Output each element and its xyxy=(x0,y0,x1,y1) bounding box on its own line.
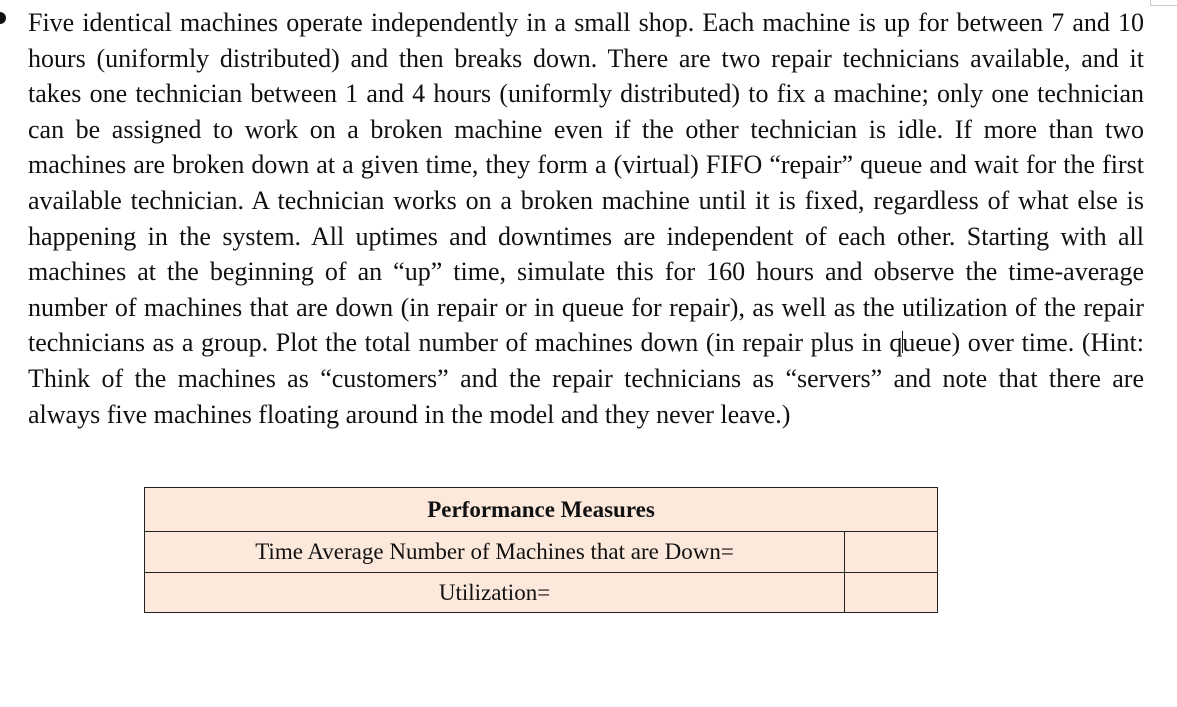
row-label-time-average-down: Time Average Number of Machines that are Down= xyxy=(145,532,845,573)
row-label-utilization: Utilization= xyxy=(145,573,845,613)
table-row xyxy=(145,573,938,613)
margin-corner-mark xyxy=(1150,0,1177,6)
table-row xyxy=(145,532,938,573)
table-header: Performance Measures xyxy=(145,488,938,532)
problem-text-part-1: Five identical machines operate independently in a small shop. Each machine is up for between 7 and 10 hours (uniformly distributed) and then breaks down. There are two repair technicians available, and it takes one technician between 1 and 4 hours (uniformly distributed) to fix a machine; only one technician can be assigned to work on a broken machine even if the other technician is idle. If more than two machines are broken down at a given time, they form a (virtual) FIFO “repair” queue and wait for the first available technician. A technician works on a broken machine until it is fixed, regardless of what else is happening in the system. All uptimes and downtimes are independent of each other. Starting with all machines at the beginning of an “up” time, simulate this for 160 hours and observe the time-average number of machines that are down (in repair or in queue for repair), as well as the utilization of the repair technicians as a group. Plot the total number of machines down (in repair plus in q xyxy=(28,8,1144,358)
problem-text-part-2: ueue) over time. (Hint: Think of the machines as “customers” and the repair technicians as “servers” and note that there are always five machines floating around in the model and they never leave.) xyxy=(28,328,1144,429)
problem-statement xyxy=(28,5,1144,432)
row-value-time-average-down[interactable] xyxy=(845,532,938,573)
list-bullet xyxy=(0,12,6,24)
row-value-utilization[interactable] xyxy=(845,573,938,613)
performance-measures-table xyxy=(144,487,938,613)
table-header-row xyxy=(145,488,938,532)
